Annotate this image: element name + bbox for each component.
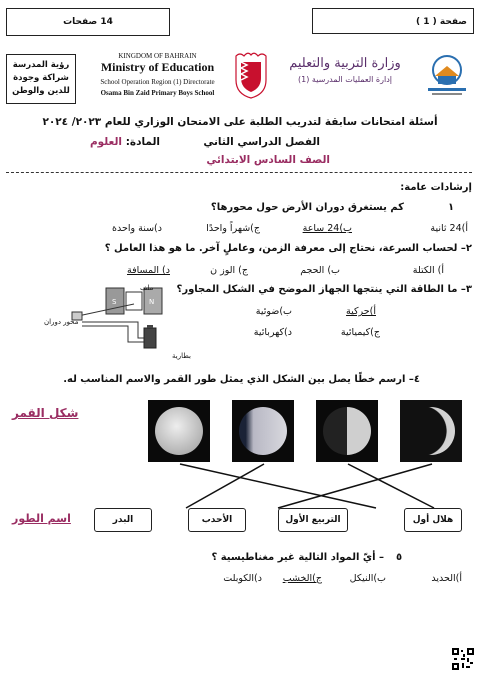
q3-option-a[interactable]: أ)حركية — [346, 306, 376, 317]
q5-number: ٥ — [396, 552, 403, 563]
ministry-text: Ministry of Education — [100, 60, 215, 74]
phase-box-full[interactable]: البدر — [94, 508, 152, 532]
svg-text:S: S — [112, 298, 117, 306]
exam-title: أسئلة امتحانات سابقة لتدريب الطلبة على الامتحان الوزاري للعام ٢٠٢٣/ ٢٠٢٤ — [42, 116, 438, 128]
ar-ministry-text: وزارة التربية والتعليم — [289, 56, 401, 71]
kingdom-text: KINGDOM OF BAHRAIN — [118, 52, 197, 60]
q1-text: كم يستغرق دوران الأرض حول محورها؟ — [210, 202, 404, 213]
q2-text: ٢– لحساب السرعة، نحتاج إلى معرفة الزمن، وعاملٍ آخر. ما هو هذا العامل ؟ — [104, 243, 472, 254]
q1-option-d[interactable]: د)سنة واحدة — [112, 223, 162, 234]
school-text: Osama Bin Zaid Primary Boys School — [100, 89, 215, 97]
svg-text:N: N — [149, 298, 155, 306]
vision-box — [6, 54, 76, 104]
pages-count: 14 صفحات — [63, 17, 113, 27]
vision-line-1: شراكة وجودة — [13, 73, 69, 83]
moon-shape-label: شكل القمر — [12, 406, 79, 420]
directorate-text: School Operation Region (1) Directorate — [100, 78, 215, 86]
q3-text: ٣– ما الطاقة التي ينتجها الجهاز الموضح في الشكل المجاور؟ — [176, 284, 472, 295]
fig-battery-label: بطارية — [172, 352, 191, 360]
qr-code-icon — [452, 648, 474, 670]
phase-box-first-quarter[interactable]: التربيع الأول — [278, 508, 348, 532]
arabic-ministry — [285, 56, 405, 84]
q4-text: ٤– ارسم خطًا يصل بين الشكل الذي يمثل طور القمر والاسم المناسب له. — [63, 374, 420, 385]
pages-count-box — [6, 8, 170, 36]
q2-option-a[interactable]: أ) الكتلة — [412, 265, 444, 276]
q2-option-c[interactable]: ج) الوز ن — [210, 265, 248, 276]
phase-name-label: اسم الطور — [12, 512, 71, 525]
page-number: صفحة ( 1 ) — [415, 17, 467, 27]
q1-option-a[interactable]: أ)24 ثانية — [430, 223, 468, 234]
semester: الفصل الدراسي الثاني — [203, 136, 320, 148]
english-header — [90, 52, 225, 97]
q5-option-b[interactable]: ب)النيكل — [349, 573, 386, 584]
vision-title: رؤية المدرسة — [12, 60, 70, 70]
q5-option-a[interactable]: أ)الحديد — [431, 573, 462, 584]
page-number-box — [312, 8, 474, 34]
ar-sub-text: إدارة العمليات المدرسية (1) — [298, 75, 392, 84]
q3-option-b[interactable]: ب)ضوئية — [255, 306, 292, 317]
q2-option-b[interactable]: ب) الحجم — [300, 265, 340, 276]
school-logo-icon — [420, 52, 474, 98]
fig-coil-label: ملف — [140, 284, 154, 292]
subject-value: العلوم — [89, 136, 123, 148]
q1-number: ١ — [448, 202, 455, 213]
bahrain-emblem-icon — [232, 50, 270, 100]
phase-box-first-crescent[interactable]: هلال أول — [404, 508, 462, 532]
phase-box-gibbous[interactable]: الأحدب — [188, 508, 246, 532]
separator — [6, 172, 472, 173]
q3-option-d[interactable]: د)كهربائية — [253, 327, 292, 338]
moon-image-quarter — [316, 400, 378, 462]
q5-option-d[interactable]: د)الكوبلت — [223, 573, 262, 584]
moon-image-full — [148, 400, 210, 462]
moon-image-gibbous — [232, 400, 294, 462]
q5-option-c[interactable]: ج)الخشب — [282, 573, 322, 584]
q1-option-b[interactable]: ب)24 ساعة — [302, 223, 352, 234]
instructions-label: إرشادات عامة: — [400, 182, 472, 193]
q2-option-d[interactable]: د) المسافة — [127, 265, 170, 276]
q1-option-c[interactable]: ج)شهراً واحدًا — [206, 223, 260, 234]
fig-axis-label: محور دوران — [44, 318, 79, 326]
q5-text: – أيّ المواد التالية غير مغناطيسية ؟ — [211, 552, 384, 563]
subject-label: المادة: — [125, 136, 160, 148]
grade: الصف السادس الابتدائي — [206, 154, 330, 166]
subject-row — [60, 136, 160, 148]
q3-option-c[interactable]: ج)كيميائية — [340, 327, 380, 338]
matching-lines — [140, 462, 470, 510]
moon-image-crescent — [400, 400, 462, 462]
vision-line-2: للدين والوطن — [12, 86, 70, 96]
